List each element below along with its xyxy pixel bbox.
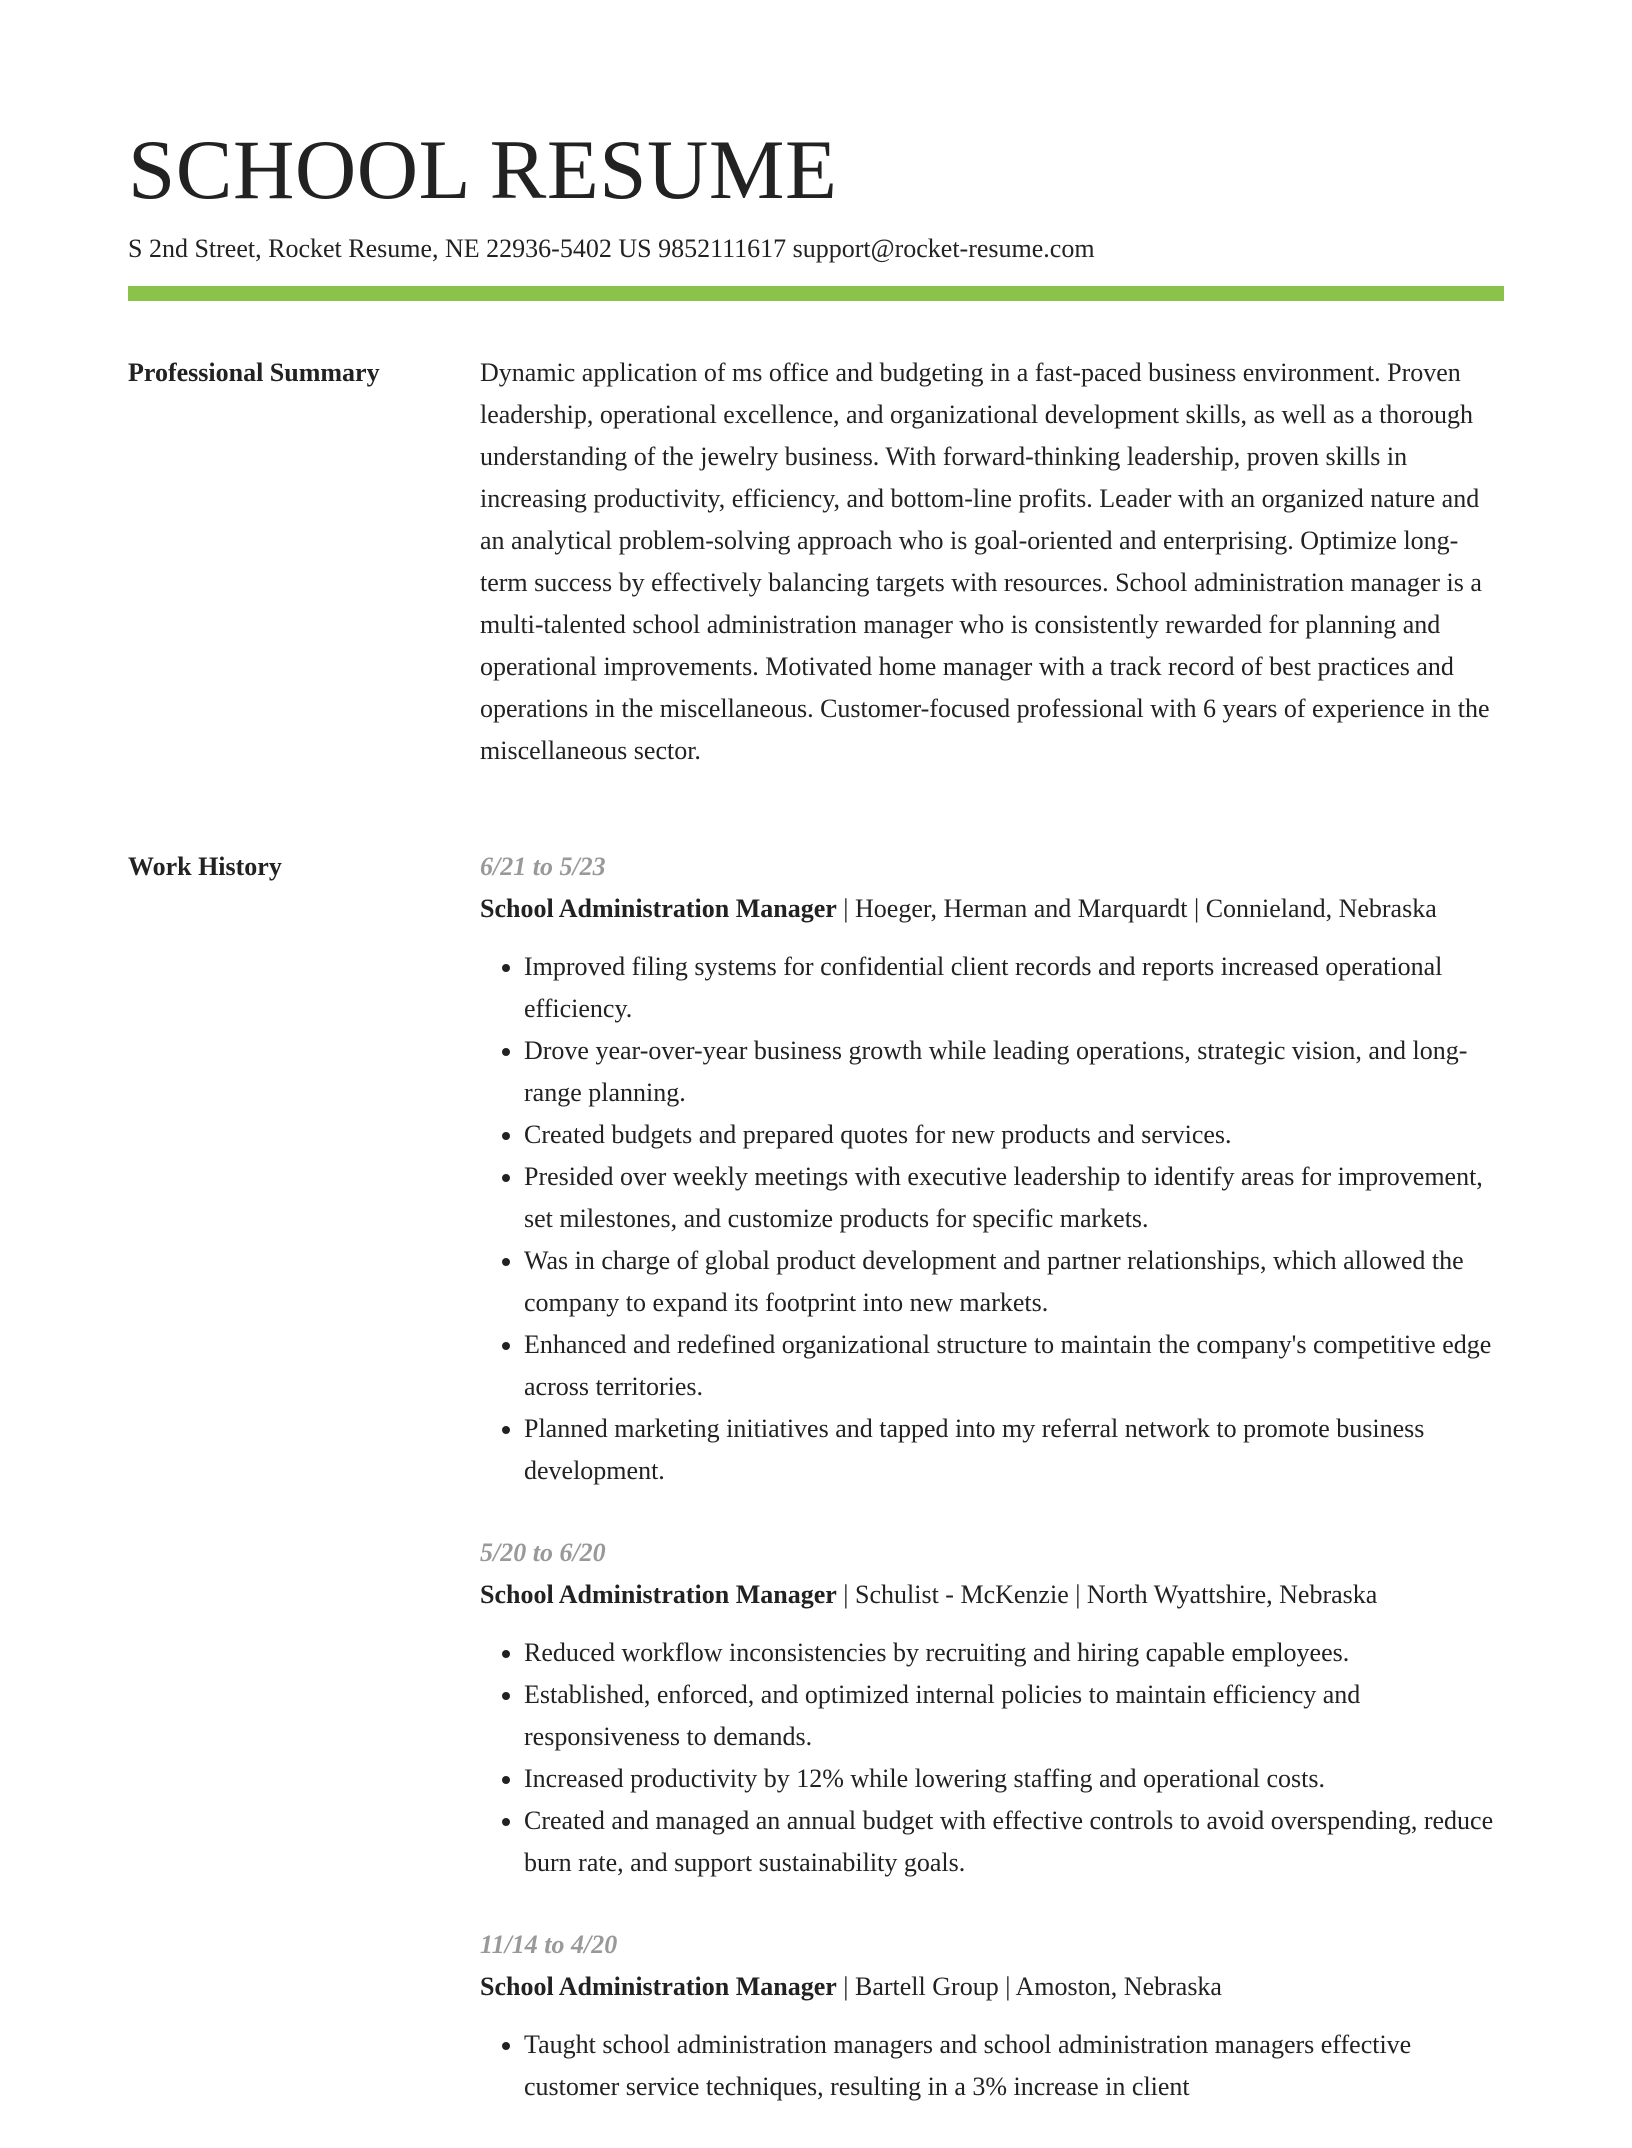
job-bullet: • Presided over weekly meetings with executive leadership to identify areas for improvement, set milestones, and customize products for specific markets. [524,1156,1504,1240]
job-bullet: • Enhanced and redefined organizational structure to maintain the company's competitive edge across territories. [524,1324,1504,1408]
summary-body [480,352,1504,772]
resume-name: SCHOOL RESUME [128,123,838,217]
job-bullet-list [480,946,1504,1492]
job-bullet: • Established, enforced, and optimized internal policies to maintain efficiency and responsiveness to demands. [524,1674,1504,1758]
job-bullet: • Improved filing systems for confidential client records and reports increased operational efficiency. [524,946,1504,1030]
contact-line: S 2nd Street, Rocket Resume, NE 22936-5402 US 9852111617 support@rocket-resume.com [128,234,1095,263]
job-details: | Schulist - McKenzie | North Wyattshire, Nebraska [836,1580,1378,1609]
job-bullet: • Reduced workflow inconsistencies by recruiting and hiring capable employees. [524,1632,1504,1674]
job-bullet: • Taught school administration managers and school administration managers effective customer service techniques, resulting in a 3% increase in client [524,2024,1504,2108]
section-label-summary: Professional Summary [128,358,380,387]
job-bullet: • Was in charge of global product development and partner relationships, which allowed the company to expand its footprint into new markets. [524,1240,1504,1324]
job-bullet: • Drove year-over-year business growth while leading operations, strategic vision, and long-range planning. [524,1030,1504,1114]
job-dates: 6/21 to 5/23 [480,852,606,881]
job-title-line [480,1574,1504,1616]
job-title: School Administration Manager [480,894,837,923]
job-bullet-list [480,1632,1504,1884]
header-divider [128,286,1504,301]
work-history-body [480,846,1504,2148]
job-details: | Hoeger, Herman and Marquardt | Connieland, Nebraska [836,894,1437,923]
job-bullet: • Planned marketing initiatives and tapped into my referral network to promote business development. [524,1408,1504,1492]
job-dates: 5/20 to 6/20 [480,1538,606,1567]
job-entry [480,846,1504,1492]
job-bullet: • Created budgets and prepared quotes for new products and services. [524,1114,1504,1156]
job-title: School Administration Manager [480,1972,837,2001]
section-label-work-history: Work History [128,852,282,881]
job-title: School Administration Manager [480,1580,837,1609]
job-title-line [480,1966,1504,2008]
job-details: | Bartell Group | Amoston, Nebraska [836,1972,1222,2001]
job-title-line [480,888,1504,930]
job-dates: 11/14 to 4/20 [480,1930,618,1959]
summary-text: Dynamic application of ms office and budgeting in a fast-paced business environment. Proven leadership, operational excellence, and organizational development skills, as well as a thorough understanding of the jewelry business. With forward-thinking leadership, proven skills in increasing productivity, efficiency, and bottom-line profits. Leader with an organized nature and an analytical problem-solving approach who is goal-oriented and enterprising. Optimize long-term success by effectively balancing targets with resources. School administration manager is a multi-talented school administration manager who is consistently rewarded for planning and operational improvements. Motivated home manager with a track record of best practices and operations in the miscellaneous. Customer-focused professional with 6 years of experience in the miscellaneous sector. [480,358,1490,765]
job-entry [480,1924,1504,2108]
job-bullet: • Increased productivity by 12% while lowering staffing and operational costs. [524,1758,1504,1800]
job-bullet: • Created and managed an annual budget with effective controls to avoid overspending, reduce burn rate, and support sustainability goals. [524,1800,1504,1884]
job-bullet-list [480,2024,1504,2108]
job-entry [480,1532,1504,1884]
